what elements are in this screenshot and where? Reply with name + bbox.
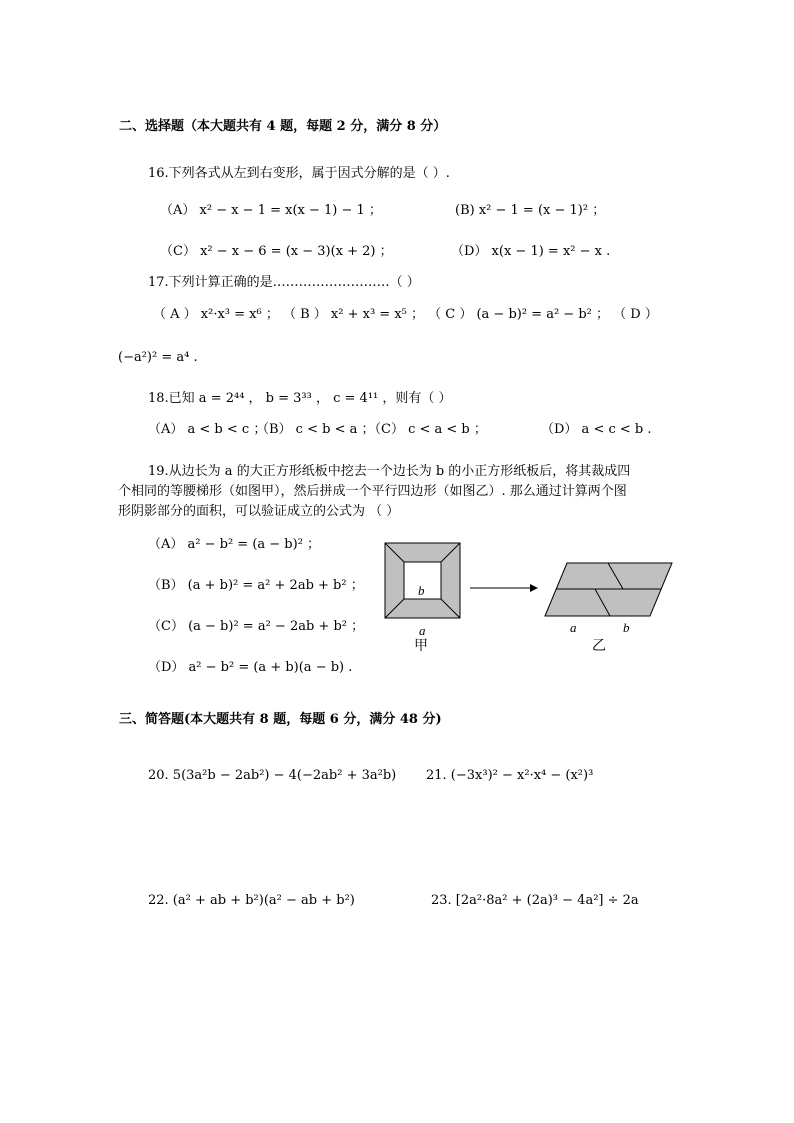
q16-option-b: (B) x² − 1 = (x − 1)² ； bbox=[455, 203, 606, 218]
q19-line-2: 个相同的等腰梯形（如图甲），然后拼成一个平行四边形（如图乙）. 那么通过计算两个图 bbox=[118, 484, 627, 499]
yi-caption: 乙 bbox=[592, 638, 606, 654]
q17-option-d-continuation: (−a²)² = a⁴ . bbox=[118, 350, 198, 365]
q18-option-b: （B） c < b < a ； bbox=[256, 422, 375, 437]
jia-label-a: a bbox=[419, 623, 426, 638]
section-3-heading: 三、简答题(本大题共有 8 题，每题 6 分，满分 48 分) bbox=[119, 712, 442, 727]
q18-stem: 18.已知 a = 2⁴⁴ ， b = 3³³ ， c = 4¹¹ ，则有（ ） bbox=[148, 391, 452, 406]
arrow-icon bbox=[470, 584, 538, 592]
q21: 21. (−3x³)² − x²·x⁴ − (x²)³ bbox=[426, 768, 594, 783]
q16-stem: 16.下列各式从左到右变形，属于因式分解的是（ ）. bbox=[148, 166, 450, 181]
yi-label-b: b bbox=[623, 620, 630, 635]
q19-option-d: （D） a² − b² = (a + b)(a − b) . bbox=[148, 660, 353, 675]
q16-option-d: （D） x(x − 1) = x² − x . bbox=[451, 244, 611, 259]
q19-option-a: （A） a² − b² = (a − b)² ； bbox=[148, 537, 321, 552]
jia-caption: 甲 bbox=[414, 638, 428, 654]
q18-option-a: （A） a < b < c ； bbox=[148, 422, 267, 437]
q18-option-c: （C） c < a < b ； bbox=[368, 422, 487, 437]
q17-options-line: （ A ） x²·x³ = x⁶ ； （ B ） x² + x³ = x⁵ ； （ C ） (a − b)² = a² − b² ； （ D ） bbox=[153, 307, 658, 322]
q22: 22. (a² + ab + b²)(a² − ab + b²) bbox=[148, 893, 355, 908]
q16-option-a: （A） x² − x − 1 = x(x − 1) − 1 ； bbox=[160, 203, 382, 218]
figure-yi bbox=[545, 563, 672, 635]
q23: 23. [2a²·8a² + (2a)³ − 4a²] ÷ 2a bbox=[431, 893, 639, 908]
jia-label-b: b bbox=[418, 583, 425, 598]
q16-option-c: （C） x² − x − 6 = (x − 3)(x + 2) ； bbox=[160, 244, 393, 259]
q19-line-3: 形阴影部分的面积，可以验证成立的公式为 （ ） bbox=[118, 504, 400, 519]
q18-option-d: （D） a < c < b . bbox=[541, 422, 652, 437]
section-2-heading: 二、选择题（本大题共有 4 题，每题 2 分，满分 8 分） bbox=[119, 119, 447, 134]
q19-option-b: （B） (a + b)² = a² + 2ab + b² ； bbox=[148, 578, 364, 593]
q20: 20. 5(3a²b − 2ab²) − 4(−2ab² + 3a²b) bbox=[148, 768, 397, 783]
q19-option-c: （C） (a − b)² = a² − 2ab + b² ； bbox=[148, 619, 365, 634]
figure-jia bbox=[385, 543, 460, 638]
q17-stem: 17.下列计算正确的是………………………（ ） bbox=[148, 275, 420, 290]
yi-label-a: a bbox=[570, 620, 577, 635]
q19-line-1: 19.从边长为 a 的大正方形纸板中挖去一个边长为 b 的小正方形纸板后，将其裁成四 bbox=[148, 464, 631, 479]
